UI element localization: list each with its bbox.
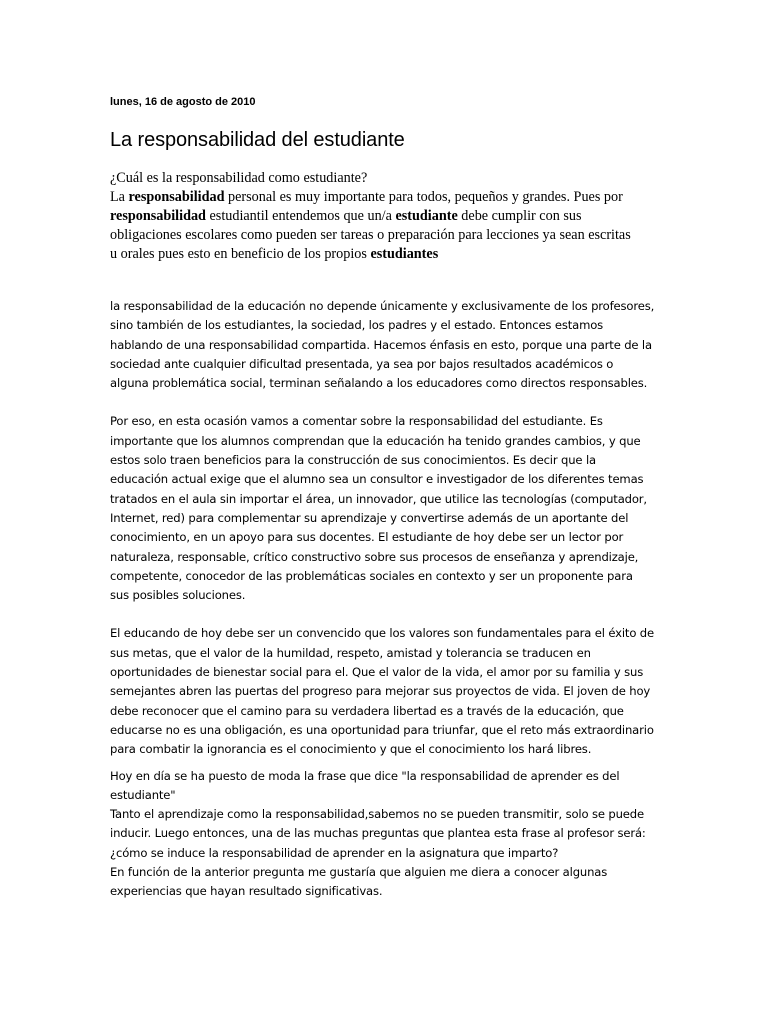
paragraph-4-line: Hoy en día se ha puesto de moda la frase que dice "la responsabilidad de aprender es del estudiante" [110,768,620,802]
paragraph-4 [110,767,655,902]
paragraph-2: Por eso, en esta ocasión vamos a comentar sobre la responsabilidad del estudiante. Es importante que los alumnos comprendan que la educación ha tenido grandes cambios, y que estos solo traen beneficios para la construcción de sus conocimientos. Es decir que la educación actual exige que el alumno sea un consultor e investigador de los diferentes temas tratados en el aula sin importar el área, un innovador, que utilice las tecnologías (computador, Internet, red) para complementar su aprendizaje y convertirse además de un aportante del conocimiento, en un apoyo para sus docentes. El estudiante de hoy debe ser un lector por naturaleza, responsable, crítico constructivo sobre sus procesos de enseñanza y aprendizaje, competente, conocedor de las problemáticas sociales en contexto y ser un proponente para sus posibles soluciones. [110,414,647,603]
paragraph-4-line: Tanto el aprendizaje como la responsabilidad,sabemos no se pueden transmitir, solo se puede inducir. Luego entonces, una de las muchas preguntas que plantea esta frase al profesor será: [110,807,646,841]
post-title: La responsabilidad del estudiante [110,129,405,151]
intro-bold-term: estudiantes [370,246,439,262]
intro-bold-term: responsabilidad [128,189,225,205]
paragraph-4-line: En función de la anterior pregunta me gustaría que alguien me diera a conocer algunas experiencias que hayan resultado significativas. [110,865,608,899]
paragraph-1: la responsabilidad de la educación no depende únicamente y exclusivamente de los profesores, sino también de los estudiantes, la sociedad, los padres y el estado. Entonces estamos hablando de una responsabilidad compartida. Hacemos énfasis en esto, porque una parte de la sociedad ante cualquier dificultad presentada, ya sea por bajos resultados académicos o alguna problemática social, terminan señalando a los educadores como directos responsables. [110,299,655,391]
intro-text-part: personal es muy importante para todos, pequeños y grandes. Pues por [224,189,623,205]
intro-question: ¿Cuál es la responsabilidad como estudiante? [110,170,368,186]
post-date: lunes, 16 de agosto de 2010 [110,96,256,108]
intro-bold-term: responsabilidad [110,208,206,224]
paragraph-3: El educando de hoy debe ser un convencido que los valores son fundamentales para el éxito de sus metas, que el valor de la humildad, respeto, amistad y tolerancia se traducen en oportunidades de bienestar social para el. Que el valor de la vida, el amor por su familia y sus semejantes abren las puertas del progreso para mejorar sus proyectos de vida. El joven de hoy debe reconocer que el camino para su verdadera libertad es a través de la educación, que educarse no es una obligación, es una oportunidad para triunfar, que el reto más extraordinario para combatir la ignorancia es el conocimiento y que el conocimiento los hará libres. [110,626,654,757]
intro-text-part: debe cumplir con sus obligaciones escolares como pueden ser tareas o preparación para lecciones ya sean escritas u orales pues esto en beneficio de los propios [110,208,631,262]
blog-post [110,94,655,902]
paragraph-4-line: ¿cómo se induce la responsabilidad de aprender en la asignatura que imparto? [110,845,559,860]
intro-text-part: La [110,189,129,205]
intro-text-part: estudiantil entendemos que un/a [205,208,396,224]
intro-section [110,169,640,264]
intro-bold-term: estudiante [395,208,458,224]
intro-text [110,189,631,262]
